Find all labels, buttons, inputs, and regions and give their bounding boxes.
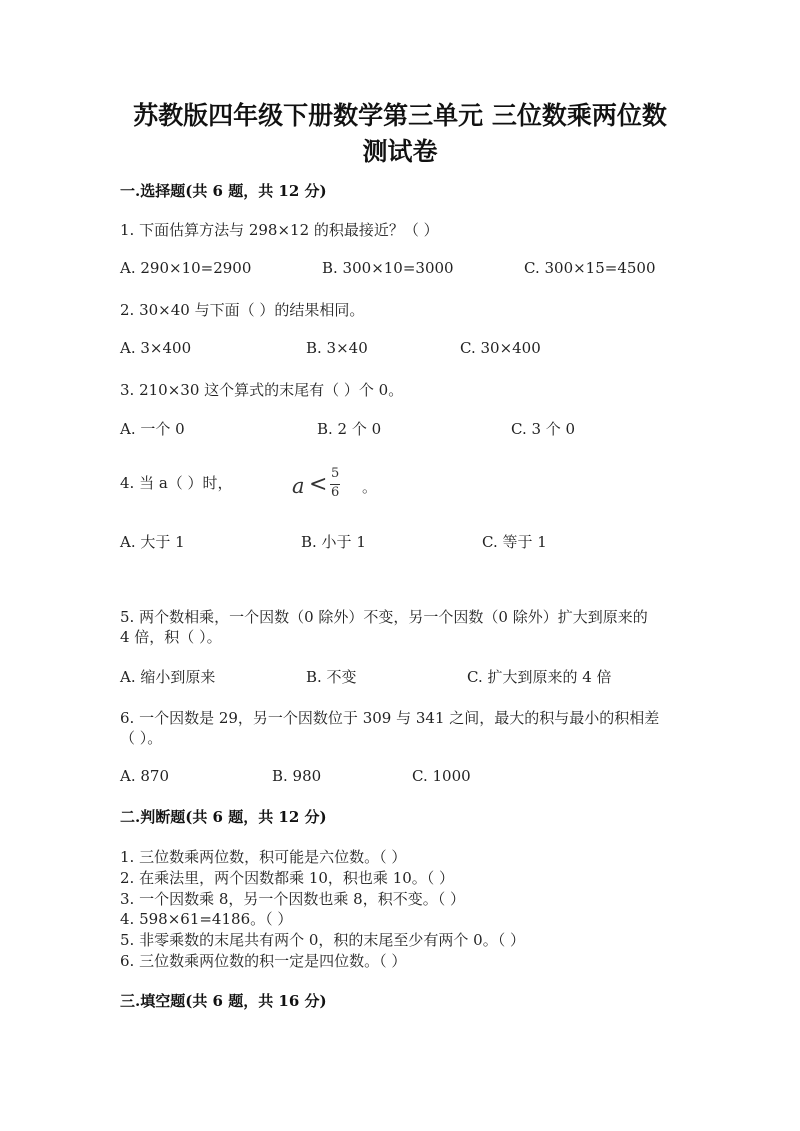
question-1-option-c: C. 300×15=4500: [524, 259, 656, 277]
question-1-option-b: B. 300×10=3000: [322, 259, 454, 277]
fraction-numerator: 5: [331, 466, 340, 481]
question-4-option-b: B. 小于 1: [301, 533, 366, 551]
section-heading-choice: 一.选择题(共 6 题，共 12 分): [120, 182, 327, 200]
math-period: 。: [362, 478, 378, 496]
judgement-item-4: 4. 598×61=4186。（ ）: [120, 910, 293, 928]
question-3-option-c: C. 3 个 0: [511, 420, 576, 438]
question-5-line2: 4 倍，积（ ）。: [120, 628, 222, 646]
math-less-than: <: [309, 472, 328, 497]
question-6-option-a: A. 870: [120, 767, 169, 785]
question-3-option-b: B. 2 个 0: [317, 420, 382, 438]
question-2-option-b: B. 3×40: [306, 339, 368, 357]
page-title-line1: 苏教版四年级下册数学第三单元 三位数乘两位数: [133, 101, 667, 130]
question-5-line1: 5. 两个数相乘，一个因数（0 除外）不变，另一个因数（0 除外）扩大到原来的: [120, 608, 648, 626]
judgement-item-3: 3. 一个因数乘 8，另一个因数也乘 8，积不变。（ ）: [120, 890, 465, 908]
question-1: 1. 下面估算方法与 298×12 的积最接近？（ ）: [120, 221, 439, 239]
math-variable: a: [292, 474, 305, 498]
question-2: 2. 30×40 与下面（ ）的结果相同。: [120, 301, 365, 319]
section-heading-fill-blank: 三.填空题(共 6 题，共 16 分): [120, 992, 327, 1010]
question-5-option-c: C. 扩大到原来的 4 倍: [467, 668, 612, 686]
question-6-line2: （ ）。: [120, 729, 163, 747]
question-5-option-a: A. 缩小到原来: [120, 668, 216, 686]
question-6-line1: 6. 一个因数是 29，另一个因数位于 309 与 341 之间，最大的积与最小的积相差: [120, 709, 660, 727]
question-6-option-c: C. 1000: [412, 767, 471, 785]
question-1-option-a: A. 290×10=2900: [120, 259, 252, 277]
question-2-option-c: C. 30×400: [460, 339, 541, 357]
judgement-item-5: 5. 非零乘数的末尾共有两个 0，积的末尾至少有两个 0。（ ）: [120, 931, 525, 949]
question-4: 4. 当 a（ ）时，: [120, 474, 233, 492]
question-3: 3. 210×30 这个算式的末尾有（ ）个 0。: [120, 381, 404, 399]
section-heading-judgement: 二.判断题(共 6 题，共 12 分): [120, 808, 327, 826]
question-2-option-a: A. 3×400: [120, 339, 192, 357]
judgement-item-1: 1. 三位数乘两位数，积可能是六位数。（ ）: [120, 848, 407, 866]
judgement-item-2: 2. 在乘法里，两个因数都乘 10，积也乘 10。（ ）: [120, 869, 455, 887]
question-3-option-a: A. 一个 0: [120, 420, 185, 438]
question-6-option-b: B. 980: [272, 767, 322, 785]
judgement-item-6: 6. 三位数乘两位数的积一定是四位数。（ ）: [120, 952, 407, 970]
question-4-option-a: A. 大于 1: [120, 533, 185, 551]
question-4-option-c: C. 等于 1: [482, 533, 547, 551]
fraction-denominator: 6: [331, 485, 340, 500]
question-5-option-b: B. 不变: [306, 668, 357, 686]
page-title-line2: 测试卷: [362, 137, 438, 166]
